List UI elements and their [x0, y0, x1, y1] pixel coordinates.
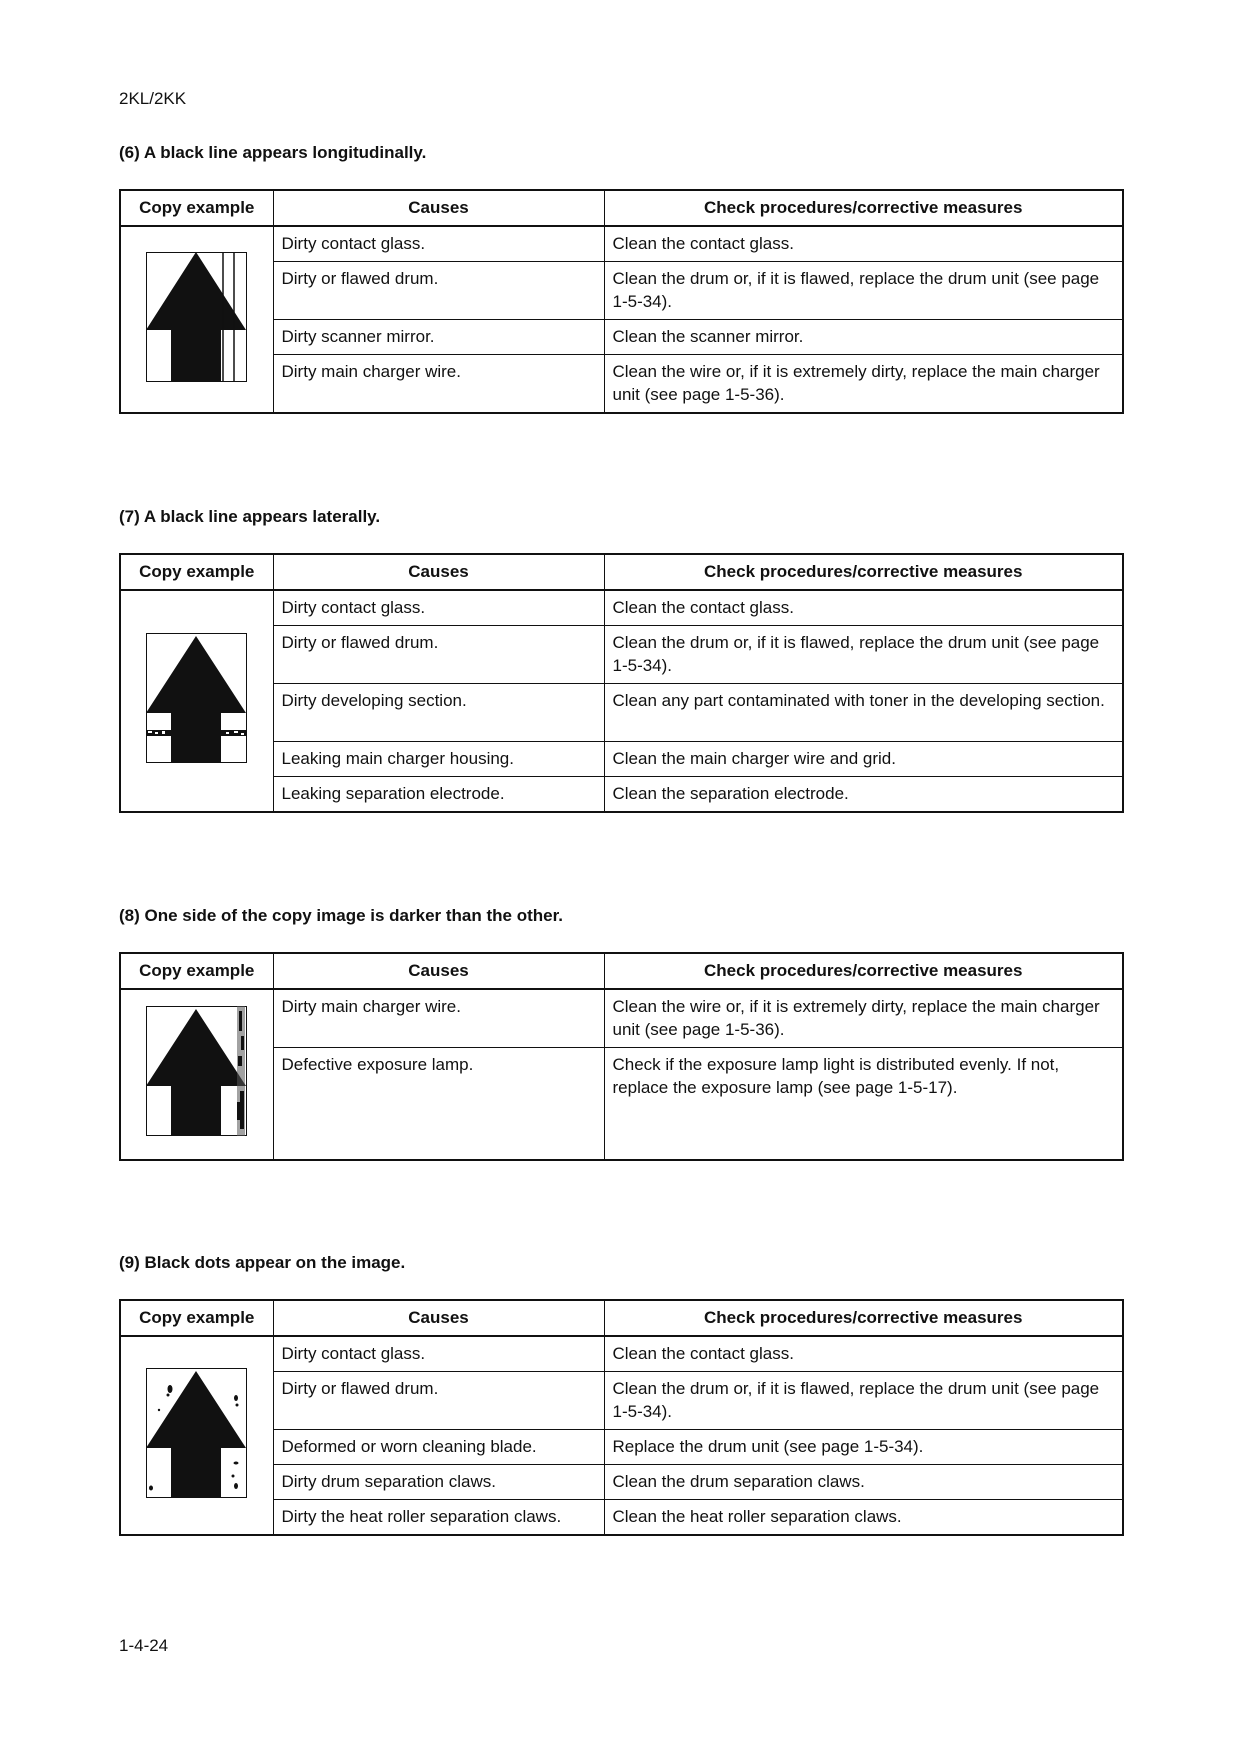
cause-cell: Dirty scanner mirror. [273, 320, 604, 355]
measure-cell: Replace the drum unit (see page 1-5-34). [604, 1430, 1123, 1465]
troubleshooting-table [119, 189, 1124, 414]
section-title: (8) One side of the copy image is darker than the other. [119, 906, 563, 925]
section-title: (9) Black dots appear on the image. [119, 1253, 406, 1272]
measure-cell: Clean the wire or, if it is extremely dirty, replace the main charger unit (see page 1-5-36). [604, 355, 1123, 414]
column-header-causes: Causes [273, 1300, 604, 1336]
measure-cell: Clean the main charger wire and grid. [604, 742, 1123, 777]
measure-cell: Clean any part contaminated with toner in the developing section. [604, 684, 1123, 742]
troubleshooting-table [119, 553, 1124, 813]
cause-cell: Dirty main charger wire. [273, 355, 604, 414]
measure-cell: Clean the contact glass. [604, 226, 1123, 262]
measure-cell: Check if the exposure lamp light is distributed evenly. If not, replace the exposure lamp (see page 1-5-17). [604, 1048, 1123, 1160]
cause-cell: Dirty or flawed drum. [273, 626, 604, 684]
cause-cell: Leaking separation electrode. [273, 777, 604, 813]
cause-cell: Leaking main charger housing. [273, 742, 604, 777]
column-header-copy-example: Copy example [120, 554, 273, 590]
column-header-measures: Check procedures/corrective measures [604, 190, 1123, 226]
cause-cell: Dirty developing section. [273, 684, 604, 742]
troubleshooting-table [119, 1299, 1124, 1536]
cause-cell: Deformed or worn cleaning blade. [273, 1430, 604, 1465]
arrow-vertical-lines-icon [146, 252, 247, 382]
measure-cell: Clean the separation electrode. [604, 777, 1123, 813]
column-header-copy-example: Copy example [120, 953, 273, 989]
arrow-horizontal-line-icon [146, 633, 247, 763]
model-code: 2KL/2KK [119, 89, 187, 108]
cause-cell: Defective exposure lamp. [273, 1048, 604, 1160]
column-header-causes: Causes [273, 554, 604, 590]
measure-cell: Clean the scanner mirror. [604, 320, 1123, 355]
column-header-measures: Check procedures/corrective measures [604, 953, 1123, 989]
cause-cell: Dirty main charger wire. [273, 989, 604, 1048]
measure-cell: Clean the drum or, if it is flawed, replace the drum unit (see page 1-5-34). [604, 1372, 1123, 1430]
column-header-causes: Causes [273, 190, 604, 226]
cause-cell: Dirty or flawed drum. [273, 262, 604, 320]
measure-cell: Clean the drum or, if it is flawed, replace the drum unit (see page 1-5-34). [604, 262, 1123, 320]
cause-cell: Dirty contact glass. [273, 590, 604, 626]
measure-cell: Clean the heat roller separation claws. [604, 1500, 1123, 1536]
cause-cell: Dirty contact glass. [273, 226, 604, 262]
measure-cell: Clean the drum or, if it is flawed, replace the drum unit (see page 1-5-34). [604, 626, 1123, 684]
copy-example-cell [120, 226, 273, 413]
copy-example-cell [120, 1336, 273, 1535]
arrow-black-dots-icon [146, 1368, 247, 1498]
cause-cell: Dirty drum separation claws. [273, 1465, 604, 1500]
troubleshooting-table [119, 952, 1124, 1161]
column-header-copy-example: Copy example [120, 190, 273, 226]
cause-cell: Dirty the heat roller separation claws. [273, 1500, 604, 1536]
copy-example-cell [120, 590, 273, 812]
cause-cell: Dirty or flawed drum. [273, 1372, 604, 1430]
column-header-measures: Check procedures/corrective measures [604, 1300, 1123, 1336]
copy-example-cell [120, 989, 273, 1160]
measure-cell: Clean the wire or, if it is extremely dirty, replace the main charger unit (see page 1-5-36). [604, 989, 1123, 1048]
cause-cell: Dirty contact glass. [273, 1336, 604, 1372]
column-header-causes: Causes [273, 953, 604, 989]
page-number: 1-4-24 [119, 1636, 169, 1655]
measure-cell: Clean the contact glass. [604, 1336, 1123, 1372]
column-header-copy-example: Copy example [120, 1300, 273, 1336]
section-title: (7) A black line appears laterally. [119, 507, 381, 526]
arrow-dark-side-icon [146, 1006, 247, 1136]
measure-cell: Clean the drum separation claws. [604, 1465, 1123, 1500]
column-header-measures: Check procedures/corrective measures [604, 554, 1123, 590]
measure-cell: Clean the contact glass. [604, 590, 1123, 626]
section-title: (6) A black line appears longitudinally. [119, 143, 427, 162]
